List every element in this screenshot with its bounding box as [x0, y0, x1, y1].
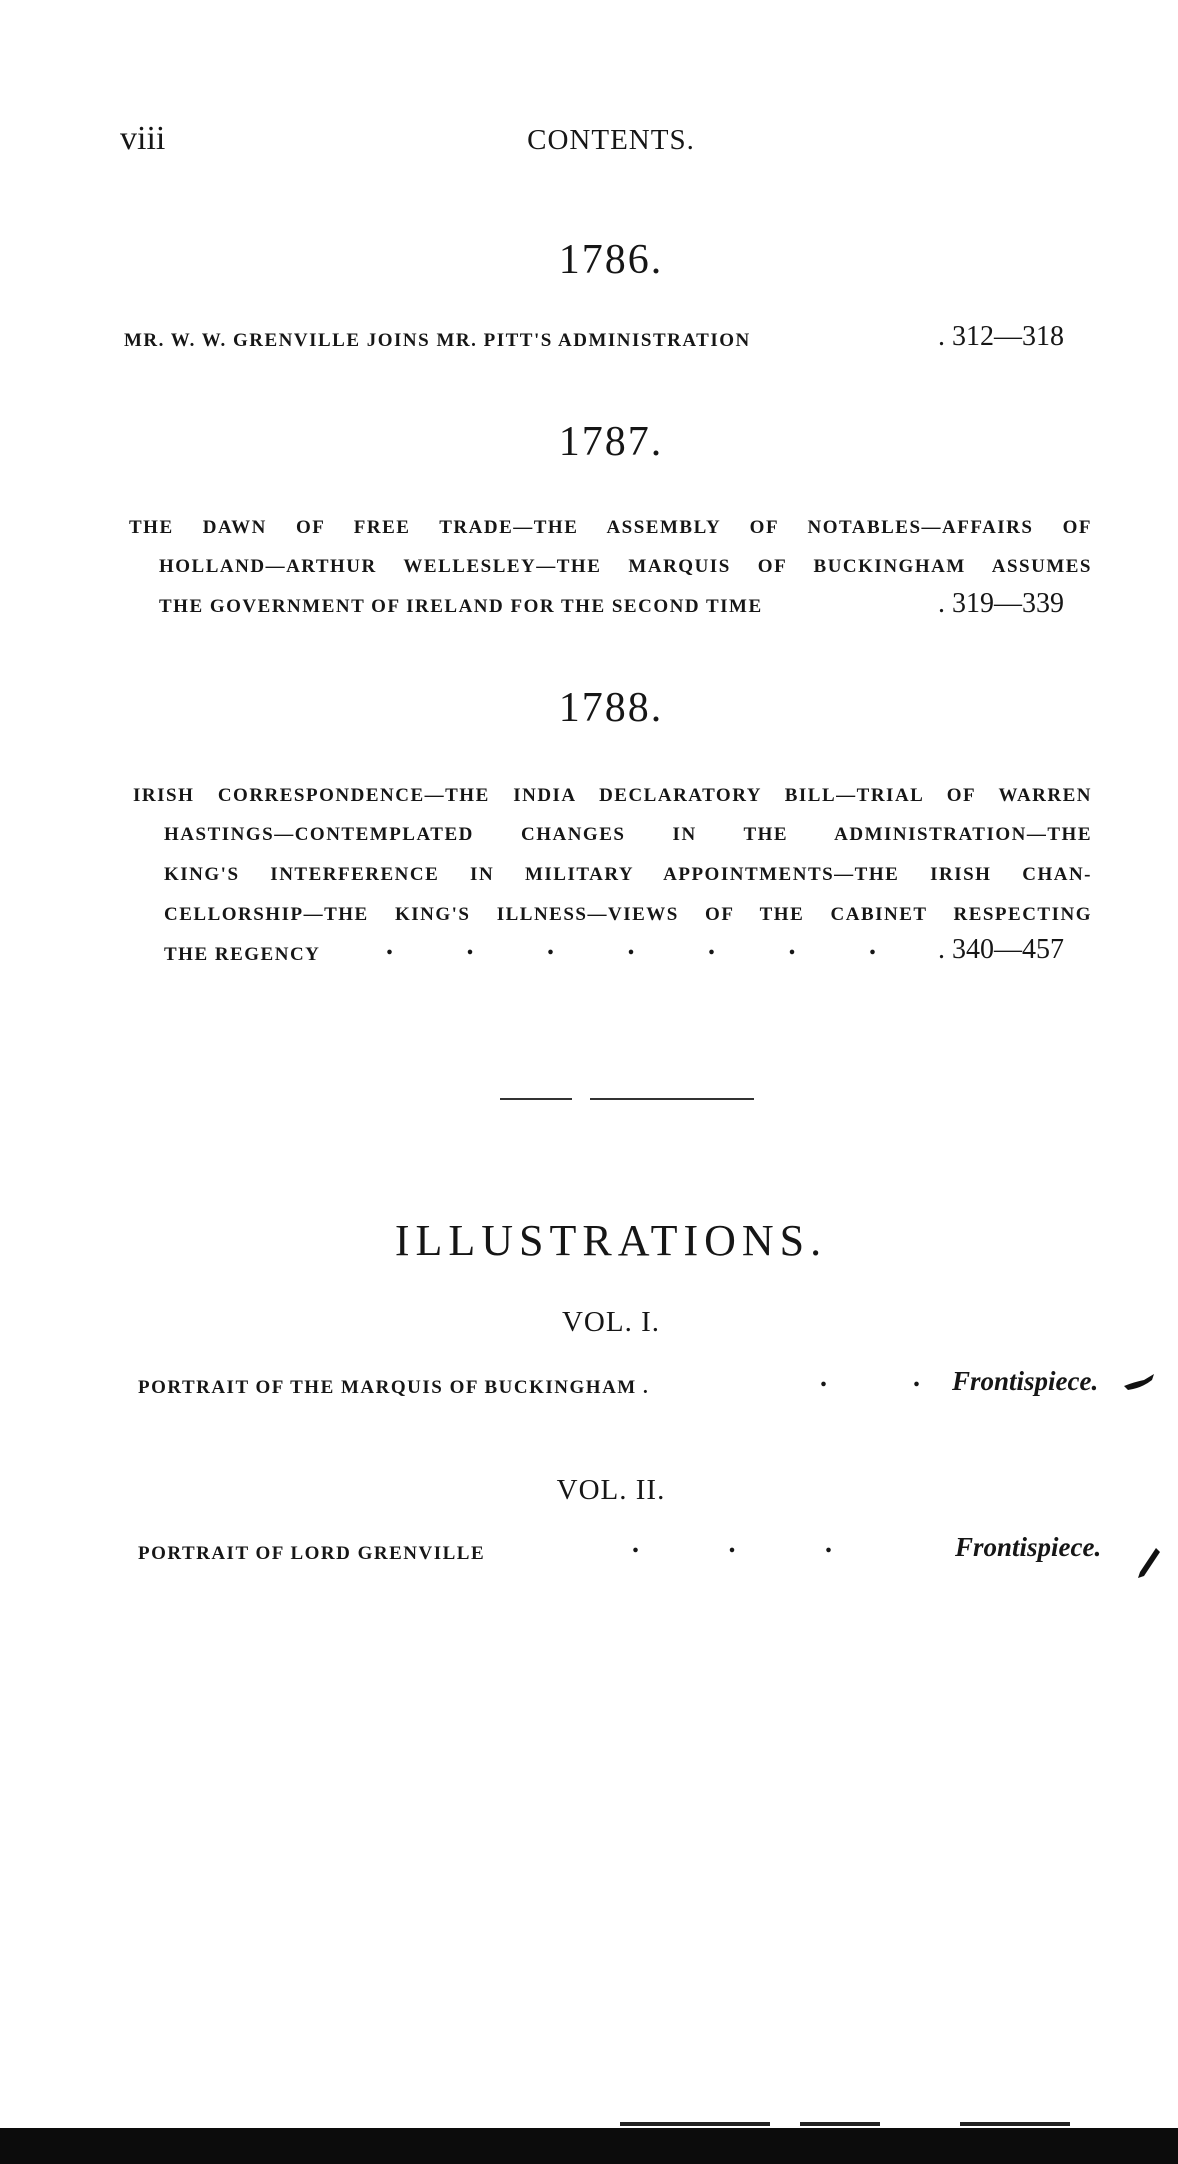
year-heading-1787: 1787.	[558, 419, 664, 465]
ink-smudge-icon	[1124, 1372, 1154, 1394]
contents-entry-line: THE GOVERNMENT OF IRELAND FOR THE SECOND TIME	[159, 596, 763, 617]
scan-edge-band	[0, 2128, 1178, 2164]
contents-entry-line: THE DAWN OF FREE TRADE—THE ASSEMBLY OF NOTABLES—AFFAIRS OF	[129, 517, 1092, 538]
contents-entry-line: MR. W. W. GRENVILLE JOINS MR. PITT'S ADMINISTRATION	[124, 330, 751, 351]
page-range: . 340—457	[938, 934, 1064, 965]
scan-artifact	[800, 2122, 880, 2126]
contents-entry-line: HASTINGS—CONTEMPLATED CHANGES IN THE ADMINISTRATION—THE	[164, 824, 1092, 845]
dot-leaders: . . . . . . .	[386, 930, 876, 961]
page-number: viii	[120, 120, 166, 157]
ink-mark-icon	[1138, 1548, 1160, 1578]
scan-artifact	[620, 2122, 770, 2126]
divider-rule	[590, 1098, 754, 1100]
divider-rule	[500, 1098, 572, 1100]
dot-leaders: . . .	[632, 1528, 832, 1559]
dot-leaders: . .	[820, 1362, 920, 1393]
contents-entry-line: HOLLAND—ARTHUR WELLESLEY—THE MARQUIS OF BUCKINGHAM ASSUMES	[159, 556, 1092, 577]
contents-entry-line: KING'S INTERFERENCE IN MILITARY APPOINTMENTS—THE IRISH CHAN-	[164, 864, 1092, 885]
page-range: . 319—339	[938, 588, 1064, 619]
running-title: CONTENTS.	[527, 124, 695, 156]
page-range: . 312—318	[938, 321, 1064, 352]
scan-artifact	[960, 2122, 1070, 2126]
contents-entry-line: IRISH CORRESPONDENCE—THE INDIA DECLARATORY BILL—TRIAL OF WARREN	[133, 785, 1092, 806]
illustrations-heading: ILLUSTRATIONS.	[394, 1216, 828, 1265]
illustration-placement: Frontispiece.	[952, 1366, 1099, 1396]
illustration-entry: PORTRAIT OF LORD GRENVILLE	[138, 1543, 486, 1564]
volume-label: VOL. II.	[556, 1474, 666, 1506]
illustration-entry: PORTRAIT OF THE MARQUIS OF BUCKINGHAM .	[138, 1377, 650, 1398]
year-heading-1788: 1788.	[558, 685, 664, 731]
volume-label: VOL. I.	[561, 1306, 660, 1338]
contents-entry-line: THE REGENCY	[164, 944, 321, 965]
year-heading-1786: 1786.	[558, 237, 664, 283]
illustration-placement: Frontispiece.	[955, 1532, 1102, 1562]
contents-entry-line: CELLORSHIP—THE KING'S ILLNESS—VIEWS OF THE CABINET RESPECTING	[164, 904, 1092, 925]
